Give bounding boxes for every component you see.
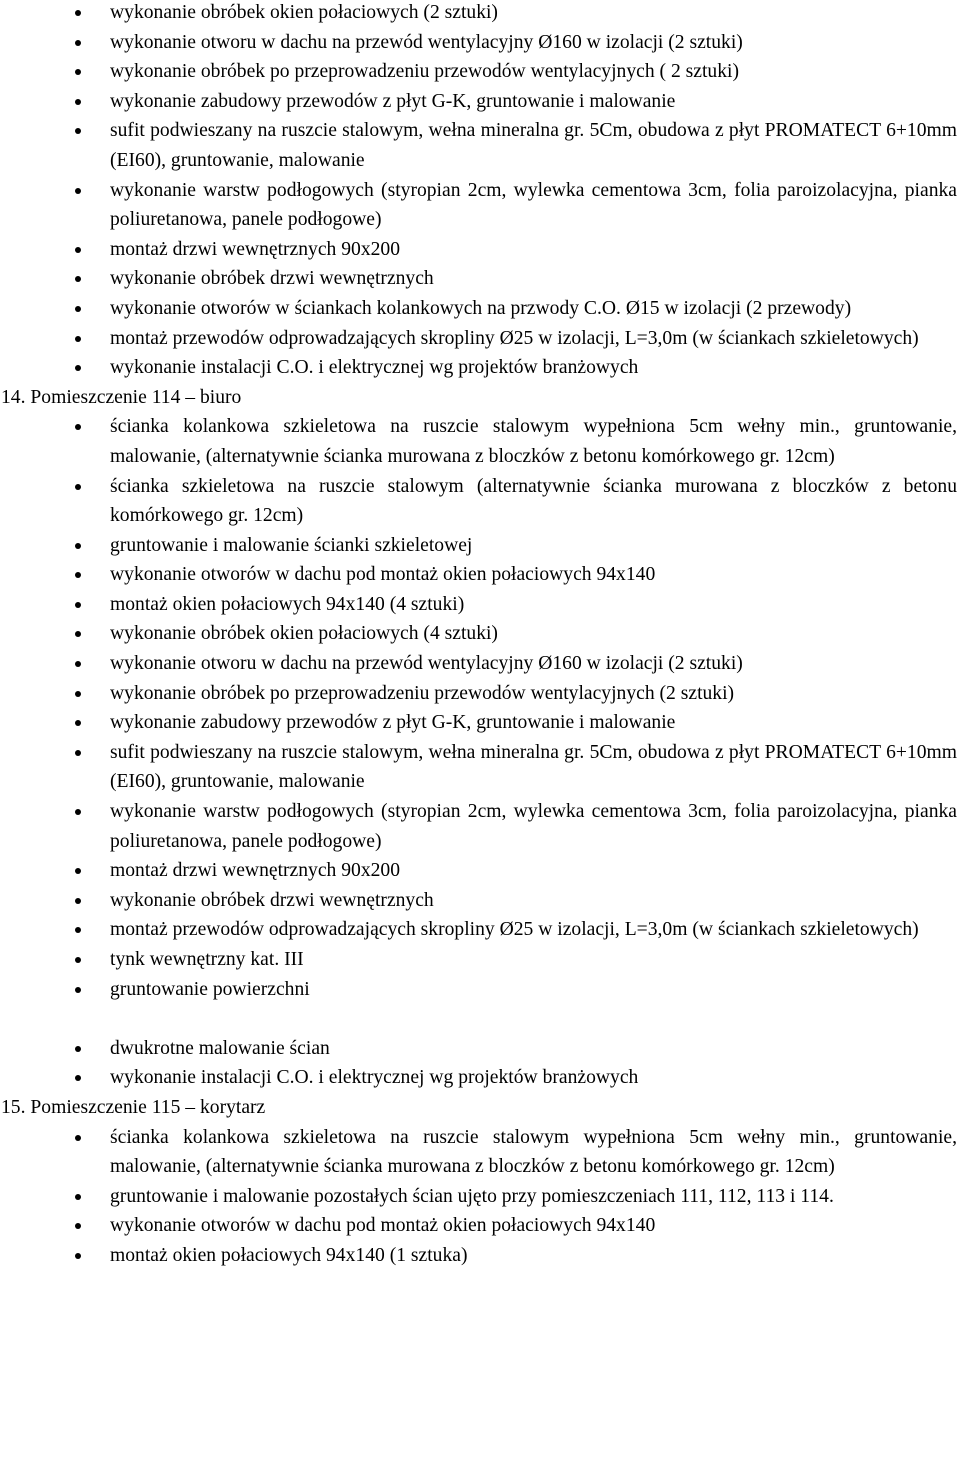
section-heading-room-114: 14. Pomieszczenie 114 – biuro [1, 386, 242, 408]
list-item: montaż okien połaciowych 94x140 (1 sztuka) [0, 1241, 960, 1271]
list-item: sufit podwieszany na ruszcie stalowym, wełna mineralna gr. 5Cm, obudowa z płyt PROMATECT 6+10mm (EI60), gruntowanie, malowanie [0, 738, 960, 797]
list-item: wykonanie instalacji C.O. i elektrycznej wg projektów branżowych [0, 353, 960, 383]
list-item: wykonanie warstw podłogowych (styropian 2cm, wylewka cementowa 3cm, folia paroizolacyjna, pianka poliuretanowa, panele podłogowe) [0, 797, 960, 856]
list-item: wykonanie obróbek okien połaciowych (4 sztuki) [0, 619, 960, 649]
list-item: wykonanie zabudowy przewodów z płyt G-K, gruntowanie i malowanie [0, 87, 960, 117]
list-item: gruntowanie i malowanie ścianki szkieletowej [0, 531, 960, 561]
room-115-work-list [0, 1123, 960, 1271]
list-item: ścianka kolankowa szkieletowa na ruszcie stalowym wypełniona 5cm wełny min., gruntowanie, malowanie, (alternatywnie ścianka murowana z bloczków z betonu komórkowego gr. 12cm) [0, 1123, 960, 1182]
room-114-work-list [0, 412, 960, 1093]
list-item: ścianka szkieletowa na ruszcie stalowym (alternatywnie ścianka murowana z bloczków z betonu komórkowego gr. 12cm) [0, 472, 960, 531]
list-item: wykonanie obróbek okien połaciowych (2 sztuki) [0, 0, 960, 28]
list-item: wykonanie obróbek po przeprowadzeniu przewodów wentylacyjnych (2 sztuki) [0, 679, 960, 709]
list-item: wykonanie otworu w dachu na przewód wentylacyjny Ø160 w izolacji (2 sztuki) [0, 28, 960, 58]
list-item: montaż przewodów odprowadzających skropliny Ø25 w izolacji, L=3,0m (w ściankach szkieletowych) [0, 324, 960, 354]
list-item: wykonanie zabudowy przewodów z płyt G-K, gruntowanie i malowanie [0, 708, 960, 738]
list-item: ścianka kolankowa szkieletowa na ruszcie stalowym wypełniona 5cm wełny min., gruntowanie, malowanie, (alternatywnie ścianka murowana z bloczków z betonu komórkowego gr. 12cm) [0, 412, 960, 471]
room-13-work-list [0, 0, 960, 383]
list-item: wykonanie obróbek drzwi wewnętrznych [0, 264, 960, 294]
list-item: wykonanie warstw podłogowych (styropian 2cm, wylewka cementowa 3cm, folia paroizolacyjna, pianka poliuretanowa, panele podłogowe) [0, 176, 960, 235]
list-item: wykonanie otworów w ściankach kolankowych na przwody C.O. Ø15 w izolacji (2 przewody) [0, 294, 960, 324]
list-item: montaż drzwi wewnętrznych 90x200 [0, 235, 960, 265]
list-item: montaż okien połaciowych 94x140 (4 sztuki) [0, 590, 960, 620]
list-item: gruntowanie i malowanie pozostałych ścian ujęto przy pomieszczeniach 111, 112, 113 i 114. [0, 1182, 960, 1212]
list-item: wykonanie obróbek drzwi wewnętrznych [0, 886, 960, 916]
list-item: wykonanie otworów w dachu pod montaż okien połaciowych 94x140 [0, 1211, 960, 1241]
list-item: tynk wewnętrzny kat. III [0, 945, 960, 975]
section-heading-room-115: 15. Pomieszczenie 115 – korytarz [1, 1096, 266, 1118]
list-item: dwukrotne malowanie ścian [0, 1034, 960, 1064]
list-item: wykonanie instalacji C.O. i elektrycznej wg projektów branżowych [0, 1063, 960, 1093]
list-item: montaż przewodów odprowadzających skropliny Ø25 w izolacji, L=3,0m (w ściankach szkieletowych) [0, 915, 960, 945]
list-item: wykonanie otworów w dachu pod montaż okien połaciowych 94x140 [0, 560, 960, 590]
list-item: wykonanie obróbek po przeprowadzeniu przewodów wentylacyjnych ( 2 sztuki) [0, 57, 960, 87]
list-item: gruntowanie powierzchni [0, 975, 960, 1005]
list-item: montaż drzwi wewnętrznych 90x200 [0, 856, 960, 886]
list-item: wykonanie otworu w dachu na przewód wentylacyjny Ø160 w izolacji (2 sztuki) [0, 649, 960, 679]
list-item: sufit podwieszany na ruszcie stalowym, wełna mineralna gr. 5Cm, obudowa z płyt PROMATECT 6+10mm (EI60), gruntowanie, malowanie [0, 116, 960, 175]
